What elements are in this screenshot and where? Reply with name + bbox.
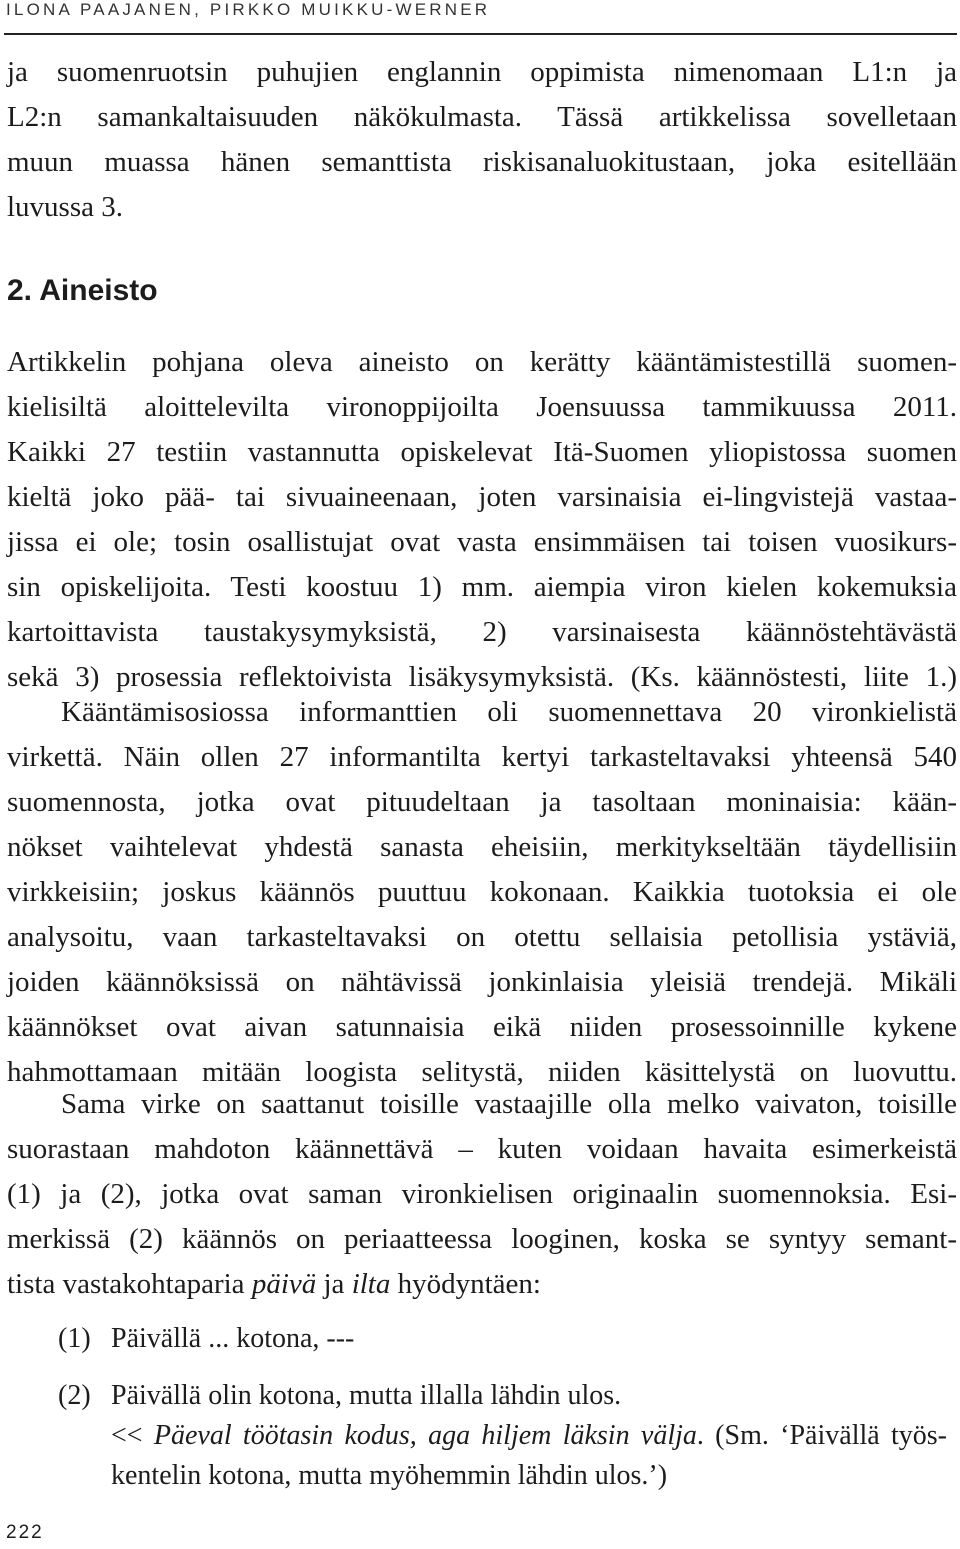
example-number: (2) (58, 1380, 91, 1411)
paragraph-2 (7, 690, 957, 1095)
text-line: joiden käännöksissä on nähtävissä jonkinlaisia yleisiä trendejä. Mikäli (7, 966, 957, 998)
text-line: suorastaan mahdoton käännettävä – kuten voidaan havaita esimerkeistä (7, 1133, 957, 1165)
text-line: kieltä joko pää- tai sivuaineenaan, joten varsinaisia ei-lingvistejä vastaa- (7, 481, 957, 513)
running-head: ILONA PAAJANEN, PIRKKO MUIKKU-WERNER (6, 0, 491, 19)
text-line: L2:n samankaltaisuuden näkökulmasta. Tässä artikkelissa sovelletaan (7, 101, 957, 133)
text-line: luvussa 3. (7, 191, 123, 223)
text-run: ja (316, 1268, 352, 1300)
text-line: virkkeisiin; joskus käännös puuttuu kokonaan. Kaikkia tuotoksia ei ole (7, 876, 957, 908)
example-text: Päivällä olin kotona, mutta illalla lähdin ulos. (111, 1380, 622, 1411)
text-run: . (Sm. ‘Päivällä työs- (696, 1420, 947, 1451)
text-line: jissa ei ole; tosin osallistujat ovat vasta ensimmäisen tai toisen vuosikurs- (7, 526, 957, 558)
text-line: muun muassa hänen semanttista riskisanaluokitustaan, joka esitellään (7, 146, 957, 178)
term-paiva: päivä (251, 1268, 317, 1300)
text-run: tista vastakohtaparia (7, 1268, 252, 1300)
text-line: Artikkelin pohjana oleva aineisto on kerätty kääntämistestillä suomen- (7, 346, 957, 378)
text-line: käännökset ovat aivan satunnaisia eikä niiden prosessoinnille kykene (7, 1011, 957, 1043)
section-heading: 2. Aineisto (7, 274, 158, 307)
example-text: Päivällä ... kotona, --- (111, 1323, 355, 1354)
text-line: sin opiskelijoita. Testi koostuu 1) mm. aiempia viron kielen kokemuksia (7, 571, 957, 603)
text-line: (1) ja (2), jotka ovat saman vironkielisen originaalin suomennoksia. Esi- (7, 1178, 957, 1210)
estonian-original: Päeval töötasin kodus, aga hiljem läksin välja (153, 1420, 697, 1451)
example-translation (111, 1416, 947, 1456)
text-line: nökset vaihtelevat yhdestä sanasta eheisiin, merkitykseltään täydellisiin (7, 831, 957, 863)
text-line: kartoittavista taustakysymyksistä, 2) varsinaisesta käännöstehtävästä (7, 616, 957, 648)
example-2 (0, 1376, 960, 1496)
intro-paragraph (7, 50, 957, 230)
text-line (7, 1262, 957, 1307)
text-line: Sama virke on saattanut toisille vastaajille olla melko vaivaton, toisille (61, 1088, 957, 1120)
text-line: merkissä (2) käännös on periaatteessa looginen, koska se syntyy semant- (7, 1223, 957, 1255)
text-line: suomennosta, jotka ovat pituudeltaan ja tasoltaan moninaisia: kään- (7, 786, 957, 818)
text-line: analysoitu, vaan tarkasteltavaksi on otettu sellaisia petollisia ystäviä, (7, 921, 957, 953)
example-1 (0, 1319, 960, 1359)
text-line: ja suomenruotsin puhujien englannin oppimista nimenomaan L1:n ja (7, 56, 957, 88)
paragraph-1 (7, 340, 957, 700)
term-ilta: ilta (351, 1268, 391, 1300)
text-line: Kaikki 27 testiin vastannutta opiskelevat Itä-Suomen yliopistossa suomen (7, 436, 957, 468)
text-line: virkettä. Näin ollen 27 informantilta kertyi tarkasteltavaksi yhteensä 540 (7, 741, 957, 773)
text-line: kielisiltä aloittelevilta vironoppijoilta Joensuussa tammikuussa 2011. (7, 391, 957, 423)
text-line: Kääntämisosiossa informanttien oli suomennettava 20 vironkielistä (61, 696, 957, 728)
text-run: << (111, 1420, 154, 1451)
example-number: (1) (58, 1323, 91, 1354)
paragraph-3 (7, 1082, 957, 1307)
text-run: hyödyntäen: (390, 1268, 541, 1300)
header-rule (4, 33, 957, 35)
text-line: sekä 3) prosessia reflektoivista lisäkysymyksistä. (Ks. käännöstesti, liite 1.) (7, 661, 957, 693)
example-translation-cont: kentelin kotona, mutta myöhemmin lähdin ulos.’) (111, 1460, 668, 1491)
text-line: hahmottamaan mitään loogista selitystä, niiden käsittelystä on luovuttu. (7, 1056, 957, 1088)
page-number: 222 (6, 1522, 44, 1543)
